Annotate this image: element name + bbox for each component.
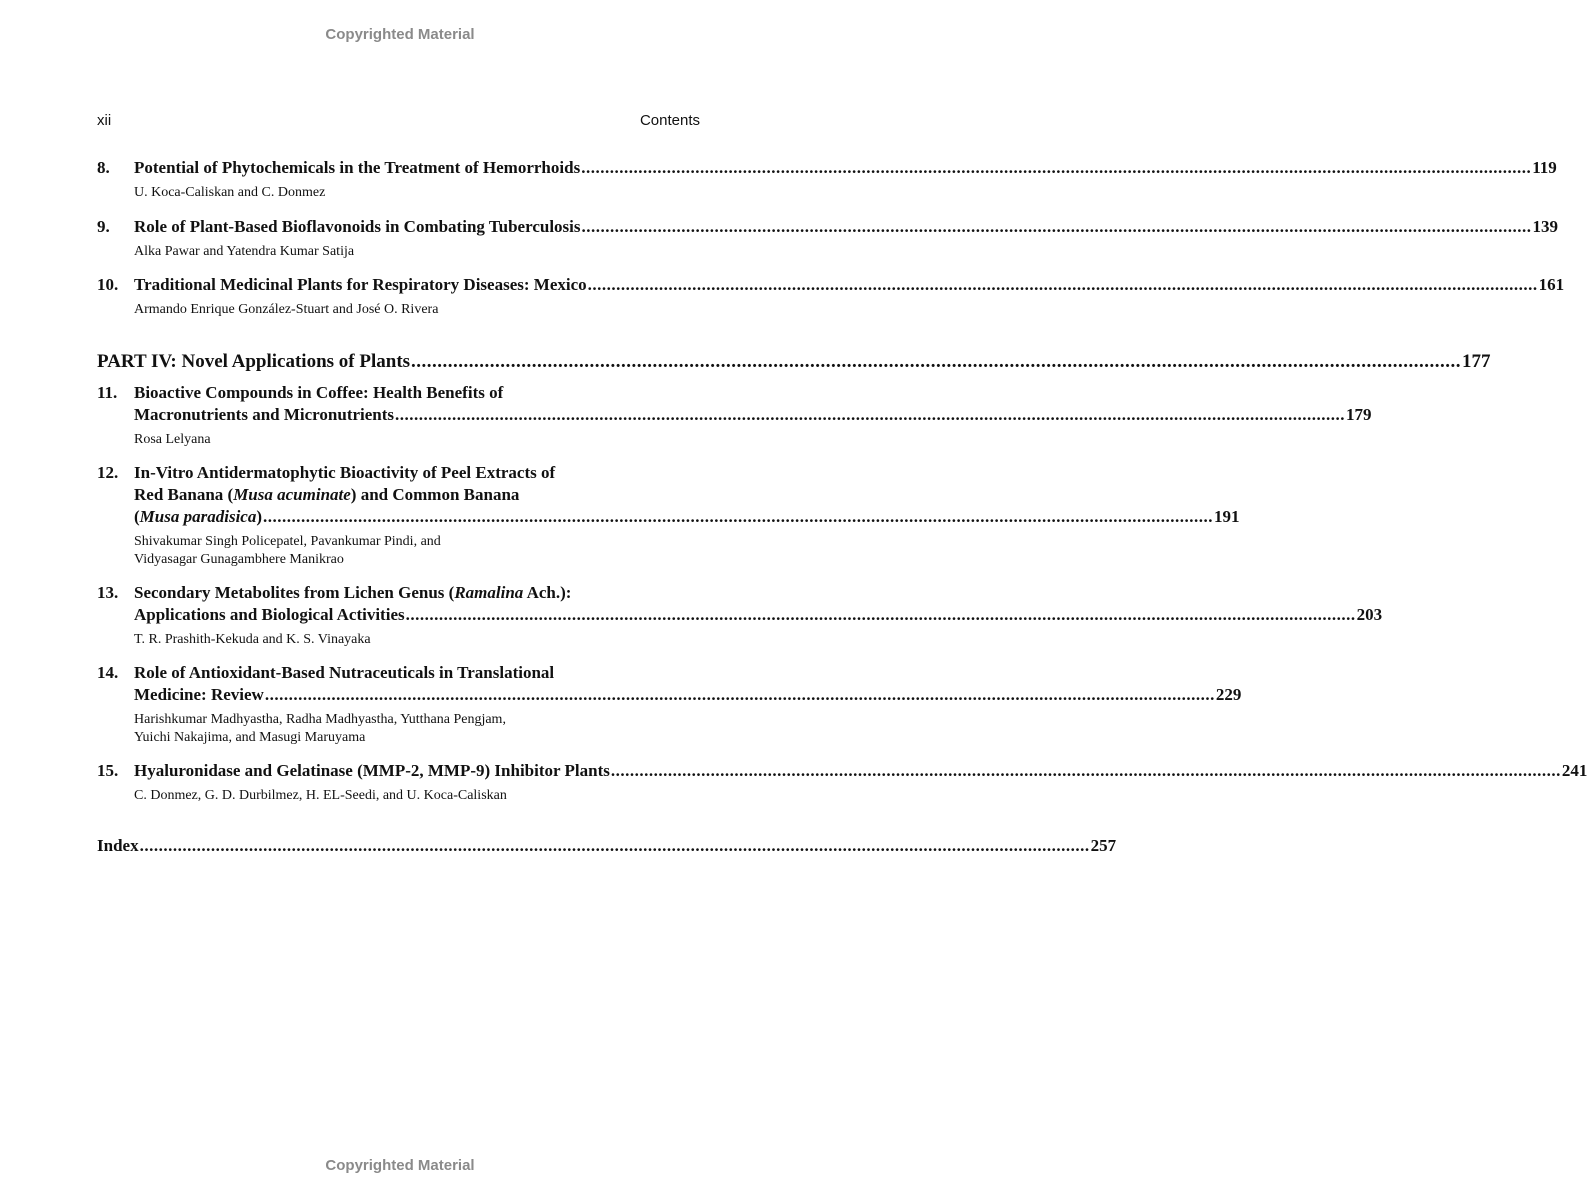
chapter-title[interactable]: Hyaluronidase and Gelatinase (MMP-2, MMP-9) Inhibitor Plants <box>134 761 610 780</box>
chapter-page[interactable]: 241 <box>1561 761 1587 780</box>
index-page[interactable]: 257 <box>1090 836 1117 855</box>
chapter-title-line-1[interactable]: Role of Antioxidant-Based Nutraceuticals in Translational <box>134 663 555 682</box>
chapter-number: 9. <box>97 217 110 236</box>
species-name: Musa paradisica <box>139 507 257 526</box>
chapter-page[interactable]: 161 <box>1538 275 1565 294</box>
toc-part-4[interactable] <box>97 350 1491 374</box>
leader-dots <box>582 216 1532 238</box>
chapter-page[interactable]: 229 <box>1215 685 1242 704</box>
chapter-title-line-1[interactable]: Bioactive Compounds in Coffee: Health Benefits of <box>134 383 504 402</box>
watermark-top: Copyrighted Material <box>325 26 475 43</box>
chapter-page[interactable]: 139 <box>1532 217 1558 236</box>
leader-dots <box>411 350 1461 374</box>
index-title[interactable]: Index <box>97 836 139 855</box>
watermark-bottom: Copyrighted Material <box>325 1157 475 1174</box>
chapter-authors: C. Donmez, G. D. Durbilmez, H. EL-Seedi, and U. Koca-Caliskan <box>134 788 507 803</box>
chapter-number: 11. <box>97 383 118 402</box>
chapter-authors: T. R. Prashith-Kekuda and K. S. Vinayaka <box>134 632 371 647</box>
chapter-authors: Harishkumar Madhyastha, Radha Madhyastha, Yutthana Pengjam, Yuichi Nakajima, and Masugi Maruyama <box>134 712 506 745</box>
running-head <box>97 112 700 129</box>
toc-entry-13[interactable] <box>97 582 1383 649</box>
chapter-title-line-2[interactable]: Medicine: Review <box>134 685 264 704</box>
toc-entry-9[interactable] <box>97 216 1558 261</box>
chapter-number: 14. <box>97 663 119 682</box>
chapter-title[interactable]: Traditional Medicinal Plants for Respiratory Diseases: Mexico <box>134 275 587 294</box>
leader-dots <box>140 835 1090 857</box>
leader-dots <box>588 274 1538 296</box>
chapter-number: 15. <box>97 761 119 780</box>
leader-dots <box>611 760 1561 782</box>
chapter-number: 10. <box>97 275 119 294</box>
leader-dots <box>263 506 1213 528</box>
toc-entry-14[interactable] <box>97 662 1242 747</box>
page-number: xii <box>97 112 112 129</box>
chapter-page[interactable]: 179 <box>1346 405 1372 424</box>
chapter-authors: Alka Pawar and Yatendra Kumar Satija <box>134 244 355 259</box>
toc-entry-12[interactable] <box>97 462 1240 569</box>
chapter-title-line-2[interactable]: Macronutrients and Micronutrients <box>134 405 395 424</box>
chapter-number: 13. <box>97 583 119 602</box>
chapter-authors: Armando Enrique González-Stuart and José O. Rivera <box>134 302 439 317</box>
chapter-title-line-2[interactable]: Red Banana (Musa acuminate) and Common Banana <box>134 485 520 504</box>
chapter-page[interactable]: 191 <box>1214 507 1240 526</box>
toc-index[interactable] <box>97 835 1117 857</box>
chapter-authors: Shivakumar Singh Policepatel, Pavankumar Pindi, and Vidyasagar Gunagambhere Manikrao <box>134 534 441 567</box>
chapter-title-line-2[interactable]: Applications and Biological Activities <box>134 605 405 624</box>
running-title: Contents <box>639 112 700 129</box>
chapter-title-line-1[interactable]: In-Vitro Antidermatophytic Bioactivity of Peel Extracts of <box>134 463 556 482</box>
chapter-title-line-3[interactable]: (Musa paradisica) <box>134 507 263 526</box>
chapter-number: 8. <box>97 158 110 177</box>
leader-dots <box>581 157 1531 179</box>
species-name: Musa acuminate <box>233 485 351 504</box>
chapter-title[interactable]: Potential of Phytochemicals in the Treatment of Hemorrhoids <box>134 158 581 177</box>
chapter-page[interactable]: 203 <box>1356 605 1383 624</box>
part-page[interactable]: 177 <box>1462 351 1491 372</box>
toc-entry-11[interactable] <box>97 382 1372 449</box>
toc-entry-8[interactable] <box>97 157 1557 202</box>
chapter-authors: Rosa Lelyana <box>134 432 211 447</box>
chapter-title[interactable]: Role of Plant-Based Bioflavonoids in Combating Tuberculosis <box>134 217 581 236</box>
part-title[interactable]: PART IV: Novel Applications of Plants <box>97 351 411 372</box>
toc-entry-15[interactable] <box>97 760 1587 805</box>
leader-dots <box>406 604 1356 626</box>
leader-dots <box>265 684 1215 706</box>
genus-name: Ramalina <box>454 583 524 602</box>
toc-entry-10[interactable] <box>97 274 1565 319</box>
chapter-page[interactable]: 119 <box>1532 158 1557 177</box>
chapter-title-line-1[interactable]: Secondary Metabolites from Lichen Genus (Ramalina Ach.): <box>134 583 572 602</box>
chapter-number: 12. <box>97 463 119 482</box>
chapter-authors: U. Koca-Caliskan and C. Donmez <box>134 185 326 200</box>
leader-dots <box>395 404 1345 426</box>
